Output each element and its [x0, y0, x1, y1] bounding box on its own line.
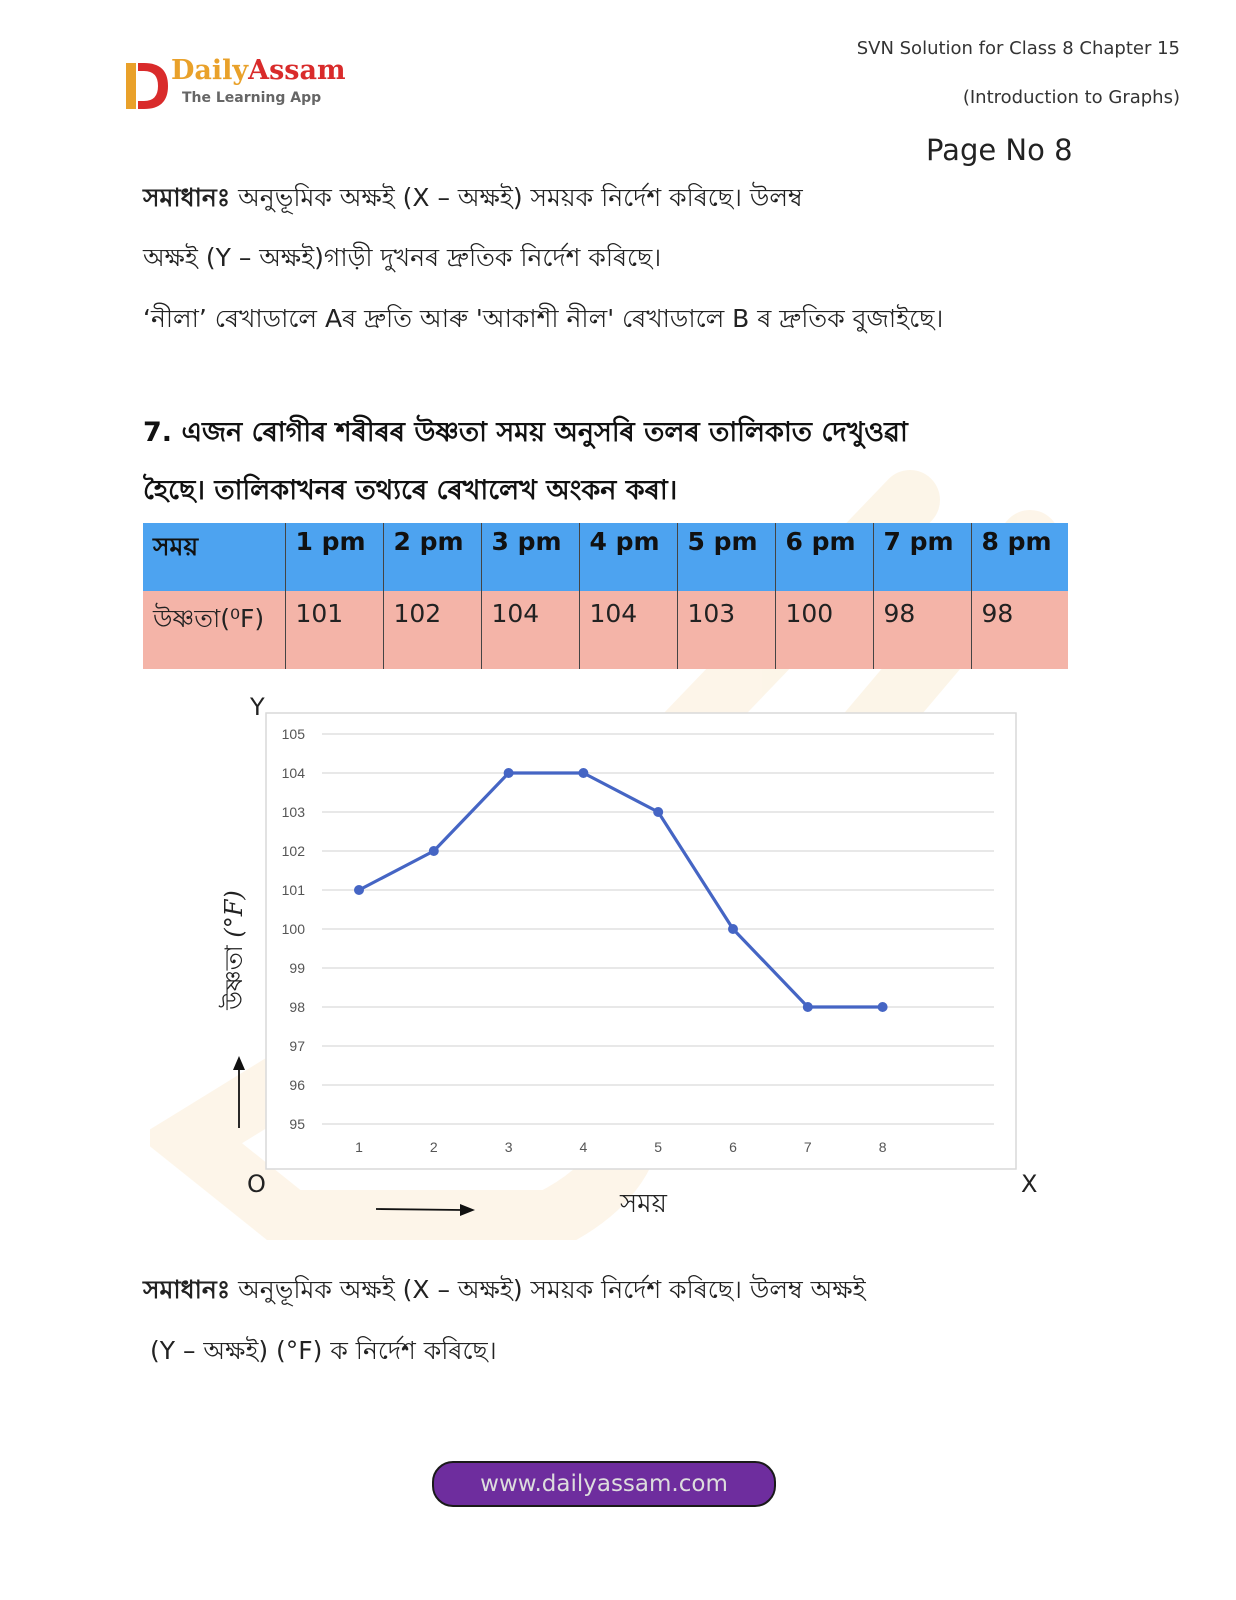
table-cell: 98: [873, 591, 971, 669]
x-arrow-icon: [376, 1204, 475, 1216]
solution2-line2: (Y – অক্ষই) (°F) ক নির্দেশ কৰিছে।: [150, 1336, 497, 1365]
data-point: [429, 846, 439, 856]
solution2-line1: সমাধানঃ অনুভূমিক অক্ষই (X – অক্ষই) সময়ক নির্দেশ কৰিছে। উলম্ব অক্ষই: [143, 1275, 866, 1304]
y-tick-label: 97: [289, 1038, 305, 1054]
data-point: [878, 1002, 888, 1012]
solution2-label: সমাধানঃ: [143, 1275, 231, 1304]
question-line2: হৈছে। তালিকাখনৰ তথ্যৰে ৰেখালেখ অংকন কৰা।: [143, 475, 678, 506]
solution1-line1: সমাধানঃ অনুভূমিক অক্ষই (X – অক্ষই) সময়ক নির্দেশ কৰিছে। উলম্ব: [143, 183, 803, 212]
table-cell: 104: [579, 591, 677, 669]
table-cell: 98: [971, 591, 1068, 669]
table-header-cell: 4 pm: [579, 523, 677, 591]
chart-frame: [266, 713, 1016, 1169]
table-header-cell: 5 pm: [677, 523, 775, 591]
data-point: [803, 1002, 813, 1012]
y-tick-label: 100: [281, 921, 305, 937]
table-cell: 104: [481, 591, 579, 669]
table-header-cell: 1 pm: [285, 523, 383, 591]
table-header-cell: 8 pm: [971, 523, 1068, 591]
table-header-cell: সময়: [143, 523, 285, 591]
x-axis-label: সময়: [620, 1189, 667, 1219]
y-tick-label: 99: [289, 960, 305, 976]
solution1-label: সমাধানঃ: [143, 183, 231, 212]
data-point: [354, 885, 364, 895]
y-arrow-icon: [233, 1056, 245, 1128]
data-point: [504, 768, 514, 778]
x-tick-label: 8: [878, 1139, 887, 1155]
table-cell: 103: [677, 591, 775, 669]
y-axis-label: উষ্ণতা (°F): [220, 890, 248, 1010]
x-tick-label: 7: [803, 1139, 812, 1155]
table-header-cell: 3 pm: [481, 523, 579, 591]
y-tick-label: 103: [281, 804, 305, 820]
y-tick-label: 96: [289, 1077, 305, 1093]
doc-title: SVN Solution for Class 8 Chapter 15: [856, 38, 1180, 59]
y-tick-label: 98: [289, 999, 305, 1015]
logo-brand-name: DailyAssam: [171, 55, 346, 86]
website-link[interactable]: www.dailyassam.com: [432, 1461, 776, 1507]
solution1-line3: ‘নীলা’ ৰেখাডালে Aৰ দ্ৰুতি আৰু 'আকাশী নীল' ৰেখাডালে B ৰ দ্ৰুতিক বুজাইছে।: [143, 304, 944, 333]
x-tick-label: 3: [504, 1139, 513, 1155]
y-tick-label: 101: [281, 882, 305, 898]
data-point: [728, 924, 738, 934]
table-cell: 100: [775, 591, 873, 669]
y-tick-label: 102: [281, 843, 305, 859]
table-cell: 101: [285, 591, 383, 669]
origin-letter: O: [247, 1170, 266, 1198]
x-tick-label: 1: [355, 1139, 363, 1155]
data-point: [653, 807, 663, 817]
doc-subtitle: (Introduction to Graphs): [962, 87, 1180, 108]
solution1-line2: অক্ষই (Y – অক্ষই)গাড়ী দুখনৰ দ্ৰুতিক নির্দেশ কৰিছে।: [143, 243, 662, 272]
table-row-label: উষ্ণতা(⁰F): [143, 591, 285, 669]
table-cell: 102: [383, 591, 481, 669]
logo-tagline: The Learning App: [182, 90, 322, 106]
table-header-cell: 7 pm: [873, 523, 971, 591]
page-number: Page No 8: [926, 133, 1073, 167]
data-point: [578, 768, 588, 778]
x-tick-label: 2: [429, 1139, 438, 1155]
question-line1: 7. এজন ৰোগীৰ শৰীৰৰ উষ্ণতা সময় অনুসৰি তলৰ তালিকাত দেখুওৱা: [143, 417, 908, 448]
y-tick-label: 104: [281, 765, 305, 781]
y-tick-label: 105: [281, 726, 305, 742]
x-tick-label: 4: [579, 1139, 588, 1155]
y-axis-letter: Y: [250, 693, 265, 721]
x-tick-label: 6: [729, 1139, 737, 1155]
x-tick-label: 5: [654, 1139, 663, 1155]
x-axis-letter: X: [1021, 1170, 1038, 1198]
table-header-cell: 6 pm: [775, 523, 873, 591]
table-header-cell: 2 pm: [383, 523, 481, 591]
y-tick-label: 95: [289, 1116, 305, 1132]
